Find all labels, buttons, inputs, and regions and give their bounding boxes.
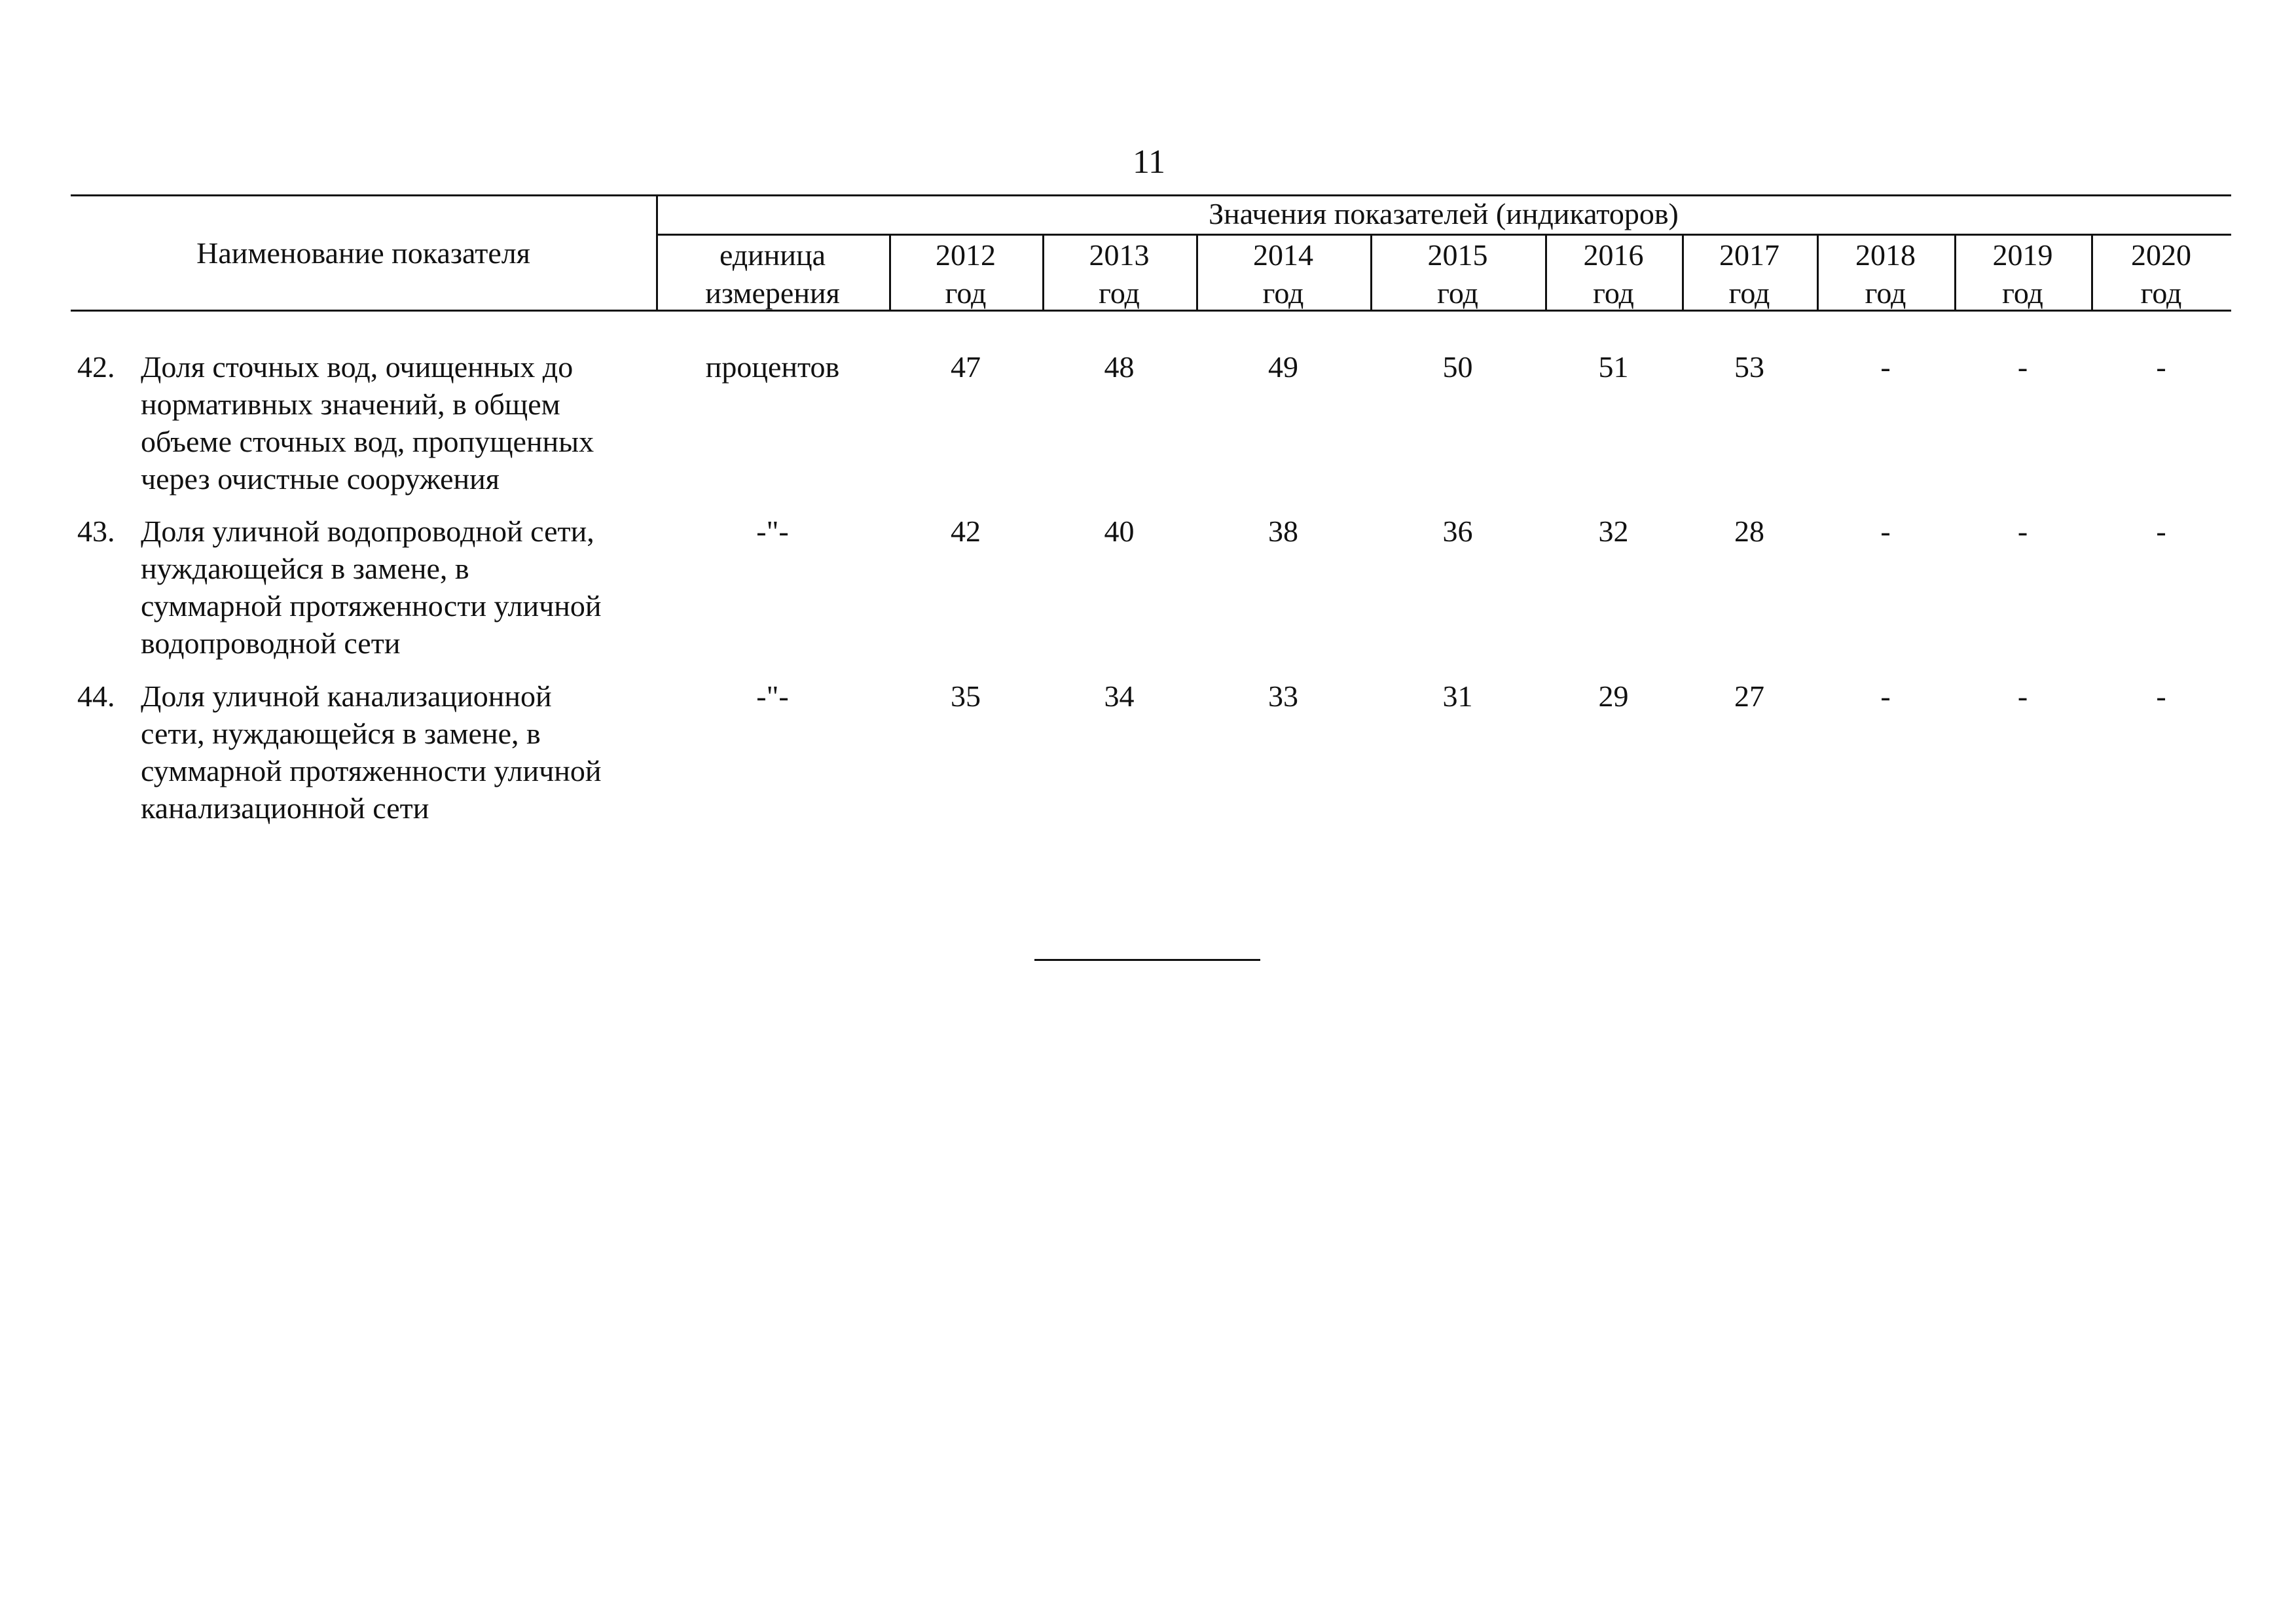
row-number: 42. [77,350,115,384]
row-value-2020: - [2156,679,2166,713]
row-value-2018: - [1880,350,1891,384]
row-unit: процентов [705,350,840,384]
row-unit: -"- [756,514,789,548]
year-header-label: год [1262,276,1304,310]
year-header-2016 [1545,236,1682,312]
year-header-value: 2014 [1253,238,1313,272]
row-value-2013: 34 [1104,679,1135,713]
end-of-document-rule [1034,959,1260,961]
row-value-2019: - [2017,350,2028,384]
row-value-2012: 35 [951,679,981,713]
row-name: Доля уличной канализационной сети, нуждающейся в замене, в суммарной протяженности уличной канализационной сети [141,679,602,825]
values-group-rule [656,234,2231,236]
row-value-2014: 49 [1268,350,1298,384]
year-header-value: 2018 [1855,238,1916,272]
row-value-2017: 27 [1734,679,1764,713]
year-header-value: 2016 [1583,238,1644,272]
row-name: Доля уличной водопроводной сети, нуждающейся в замене, в суммарной протяженности уличной водопроводной сети [141,514,602,660]
row-value-2015: 31 [1442,679,1473,713]
year-header-value: 2013 [1089,238,1150,272]
year-header-2015 [1370,236,1545,312]
year-header-label: год [1593,276,1634,310]
row-value-2020: - [2156,350,2166,384]
row-value-2015: 36 [1442,514,1473,548]
row-value-2014: 38 [1268,514,1298,548]
name-column-header: Наименование показателя [196,236,530,270]
row-value-2017: 53 [1734,350,1764,384]
row-value-2016: 29 [1598,679,1629,713]
row-value-2020: - [2156,514,2166,548]
row-value-2019: - [2017,514,2028,548]
unit-header-line1: единица [719,238,826,272]
row-value-2013: 48 [1104,350,1135,384]
year-header-2018 [1817,236,1954,312]
row-name: Доля сточных вод, очищенных до нормативных значений, в общем объеме сточных вод, пропущенных через очистные сооружения [141,350,594,496]
year-header-label: год [1099,276,1140,310]
row-value-2017: 28 [1734,514,1764,548]
year-header-2017 [1682,236,1817,312]
year-header-value: 2015 [1427,238,1488,272]
year-header-label: год [945,276,987,310]
values-group-header: Значения показателей (индикаторов) [1209,197,1679,230]
year-header-label: год [2140,276,2182,310]
year-header-label: год [2002,276,2043,310]
page-number: 11 [1132,143,1166,181]
row-number: 44. [77,679,115,713]
year-header-2013 [1042,236,1196,312]
year-header-label: год [1437,276,1478,310]
year-header-value: 2012 [936,238,996,272]
row-number: 43. [77,514,115,548]
row-value-2013: 40 [1104,514,1135,548]
row-value-2018: - [1880,679,1891,713]
year-header-2014 [1196,236,1370,312]
year-header-value: 2017 [1719,238,1779,272]
year-header-label: год [1865,276,1906,310]
row-value-2012: 47 [951,350,981,384]
row-value-2016: 32 [1598,514,1629,548]
unit-column-header [656,236,889,312]
year-header-value: 2019 [1992,238,2053,272]
row-value-2016: 51 [1598,350,1629,384]
row-value-2018: - [1880,514,1891,548]
row-value-2014: 33 [1268,679,1298,713]
year-header-2012 [889,236,1042,312]
unit-header-line2: измерения [705,276,840,310]
year-header-2019 [1954,236,2091,312]
year-header-value: 2020 [2131,238,2191,272]
row-value-2012: 42 [951,514,981,548]
row-unit: -"- [756,679,789,713]
row-value-2015: 50 [1442,350,1473,384]
year-header-2020 [2091,236,2231,312]
row-value-2019: - [2017,679,2028,713]
year-header-label: год [1728,276,1770,310]
